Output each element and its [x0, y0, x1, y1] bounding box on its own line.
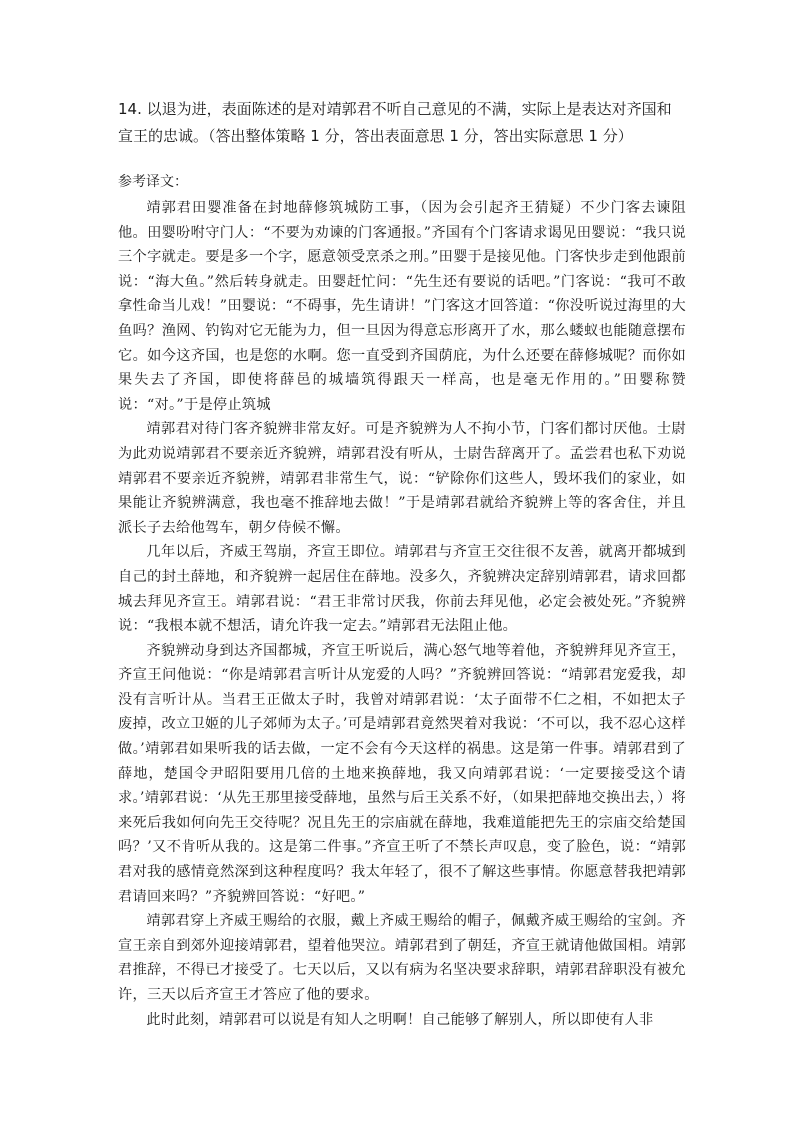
- translation-heading: 参考译文：: [118, 174, 188, 190]
- answer-14: 14. 以退为进，表面陈述的是对靖郭君不听自己意见的不满，实际上是表达对齐国和宣王的忠诚。（答出整体策略 1 分，答出表面意思 1 分，答出实际意思 1 分）: [118, 100, 672, 145]
- translation-paragraph: 此时此刻，靖郭君可以说是有知人之明啊！自己能够了解别人，所以即使有人非: [146, 1011, 654, 1028]
- translation-paragraph: 靖郭君田婴准备在封地薛修筑城防工事，（因为会引起齐王猜疑）不少门客去谏阻他。田婴吩咐守门人：“不要为劝谏的门客通报。”齐国有个门客请求谒见田婴说：“我只说三个字就走。要是多一个字，愿意领受烹杀之刑。”田婴于是接见他。门客快步走到他跟前说：“海大鱼。”然后转身就走。田婴赶忙问：“先生还有要说的话吧。”门客说：“我可不敢拿性命当儿戏！”田婴说：“不碍事，先生请讲！”门客这才回答道：“你没听说过海里的大鱼吗？渔网、钓钩对它无能为力，但一旦因为得意忘形离开了水，那么蝼蚁也能随意摆布它。如今这齐国，也是您的水啊。您一直受到齐国荫庇，为什么还要在薛修城呢？而你如果失去了齐国，即使将薛邑的城墙筑得跟天一样高，也是毫无作用的。”田婴称赞说：“对。”于是停止筑城: [118, 200, 686, 413]
- translation-paragraph: 齐貌辨动身到达齐国都城，齐宣王听说后，满心怒气地等着他，齐貌辨拜见齐宣王，齐宣王问他说：“你是靖郭君言听计从宠爱的人吗？”齐貌辨回答说：“靖郭君宠爱我，却没有言听计从。当君王正做太子时，我曾对靖郭君说：‘太子面带不仁之相，不如把太子废掉，改立卫姬的儿子郊师为太子。’可是靖郭君竟然哭着对我说：‘不可以，我不忍心这样做。’靖郭君如果听我的话去做，一定不会有今天这样的祸患。这是第一件事。靖郭君到了薛地，楚国令尹昭阳要用几倍的土地来换薛地，我又向靖郭君说：‘一定要接受这个请求。’靖郭君说：‘从先王那里接受薛地，虽然与后王关系不好，（如果把薛地交换出去，）将来死后我如何向先王交待呢？况且先王的宗庙就在薛地，我难道能把先王的宗庙交给楚国吗？’又不肯听从我的。这是第二件事。”齐宣王听了不禁长声叹息，变了脸色，说：“靖郭君对我的感情竟然深到这种程度吗？我太年轻了，很不了解这些事情。你愿意替我把靖郭君请回来吗？”齐貌辨回答说：“好吧。”: [118, 642, 686, 905]
- translation-paragraph: 靖郭君穿上齐威王赐给的衣服，戴上齐威王赐给的帽子，佩戴齐威王赐给的宝剑。齐宣王亲自到郊外迎接靖郭君，望着他哭泣。靖郭君到了朝廷，齐宣王就请他做国相。靖郭君推辞，不得已才接受了。七天以后，又以有病为名坚决要求辞职，靖郭君辞职没有被允许，三天以后齐宣王才答应了他的要求。: [118, 913, 686, 1003]
- document-page: [118, 96, 686, 1032]
- translation-paragraph: 靖郭君对待门客齐貌辨非常友好。可是齐貌辨为人不拘小节，门客们都讨厌他。士尉为此劝说靖郭君不要亲近齐貌辨，靖郭君没有听从，士尉告辞离开了。孟尝君也私下劝说靖郭君不要亲近齐貌辨，靖郭君非常生气，说：“铲除你们这些人，毁坏我们的家业，如果能让齐貌辨满意，我也毫不推辞地去做！”于是靖郭君就给齐貌辨上等的客舍住，并且派长子去给他驾车，朝夕侍候不懈。: [118, 421, 686, 536]
- translation-paragraph: 几年以后，齐威王驾崩，齐宣王即位。靖郭君与齐宣王交往很不友善，就离开都城到自己的封土薛地，和齐貌辨一起居住在薛地。没多久，齐貌辨决定辞别靖郭君，请求回都城去拜见齐宣王。靖郭君说：“君王非常讨厌我，你前去拜见他，必定会被处死。”齐貌辨说：“我根本就不想活，请允许我一定去。”靖郭君无法阻止他。: [118, 544, 686, 635]
